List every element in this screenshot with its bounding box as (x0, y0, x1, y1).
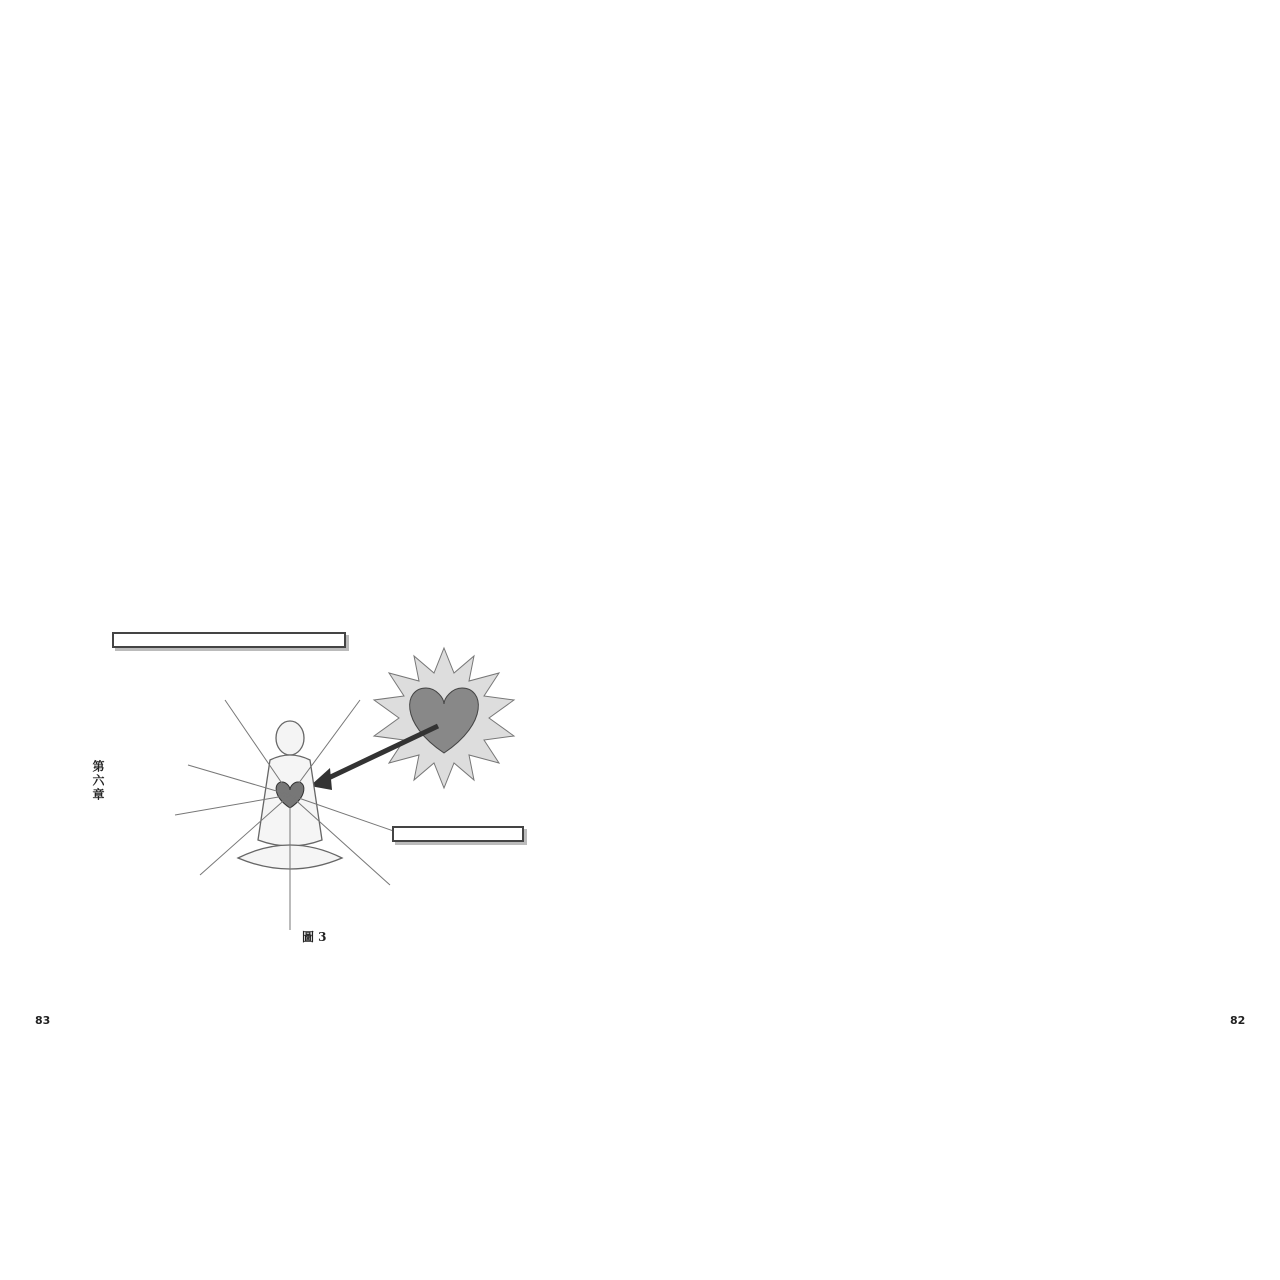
page-number: 83 (35, 1014, 51, 1027)
figure-caption: 圖 3 (302, 930, 327, 944)
meditation-figure (160, 640, 540, 940)
sunburst (374, 648, 514, 788)
chapter-tab: 第六章 (91, 760, 105, 802)
callout-bottom (392, 826, 524, 842)
page-number: 82 (1230, 1014, 1246, 1027)
right-page (640, 0, 1280, 1280)
